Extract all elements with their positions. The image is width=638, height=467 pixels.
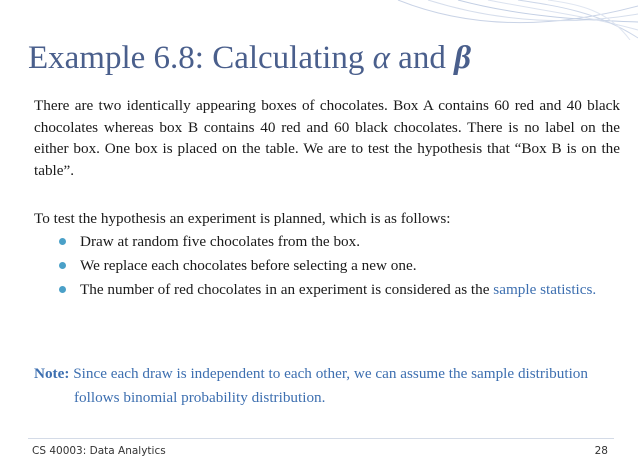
list-item-text: Draw at random five chocolates from the box. bbox=[80, 233, 361, 250]
list-item bbox=[54, 231, 622, 253]
intro-paragraph: There are two identically appearing boxes of chocolates. Box A contains 60 red and 40 black chocolates whereas box B contains 40 red and 60 black chocolates. There is no label on the either box. One box is placed on the table. We are to test the hypothesis that “Box B is on the table”. bbox=[34, 97, 620, 179]
note-label: Note: bbox=[34, 365, 70, 382]
experiment-steps-list bbox=[54, 231, 622, 303]
footer-course: CS 40003: Data Analytics bbox=[32, 445, 166, 457]
title-alpha: α bbox=[372, 40, 390, 76]
slide-title bbox=[28, 38, 628, 78]
decorative-swirls bbox=[378, 0, 638, 40]
title-middle: and bbox=[389, 40, 455, 76]
list-item-text: The number of red chocolates in an experiment is considered as the bbox=[80, 281, 494, 298]
note-block bbox=[34, 362, 624, 410]
experiment-paragraph: To test the hypothesis an experiment is planned, which is as follows: bbox=[34, 210, 451, 227]
title-prefix: Example 6.8: Calculating bbox=[28, 40, 373, 76]
list-item bbox=[54, 279, 622, 301]
list-item-text: We replace each chocolates before selecting a new one. bbox=[80, 257, 417, 274]
footer-page-number: 28 bbox=[594, 445, 608, 457]
note-line-2: follows binomial probability distribution. bbox=[74, 389, 326, 406]
note-line-1: Since each draw is independent to each other, we can assume the sample distribution bbox=[69, 365, 588, 382]
title-beta: β bbox=[454, 40, 471, 76]
footer-divider bbox=[28, 438, 614, 439]
sample-statistics-highlight: sample statistics. bbox=[493, 281, 597, 298]
bullet-dot-icon bbox=[59, 262, 66, 269]
bullet-dot-icon bbox=[59, 286, 66, 293]
bullet-dot-icon bbox=[59, 238, 66, 245]
list-item bbox=[54, 255, 622, 277]
